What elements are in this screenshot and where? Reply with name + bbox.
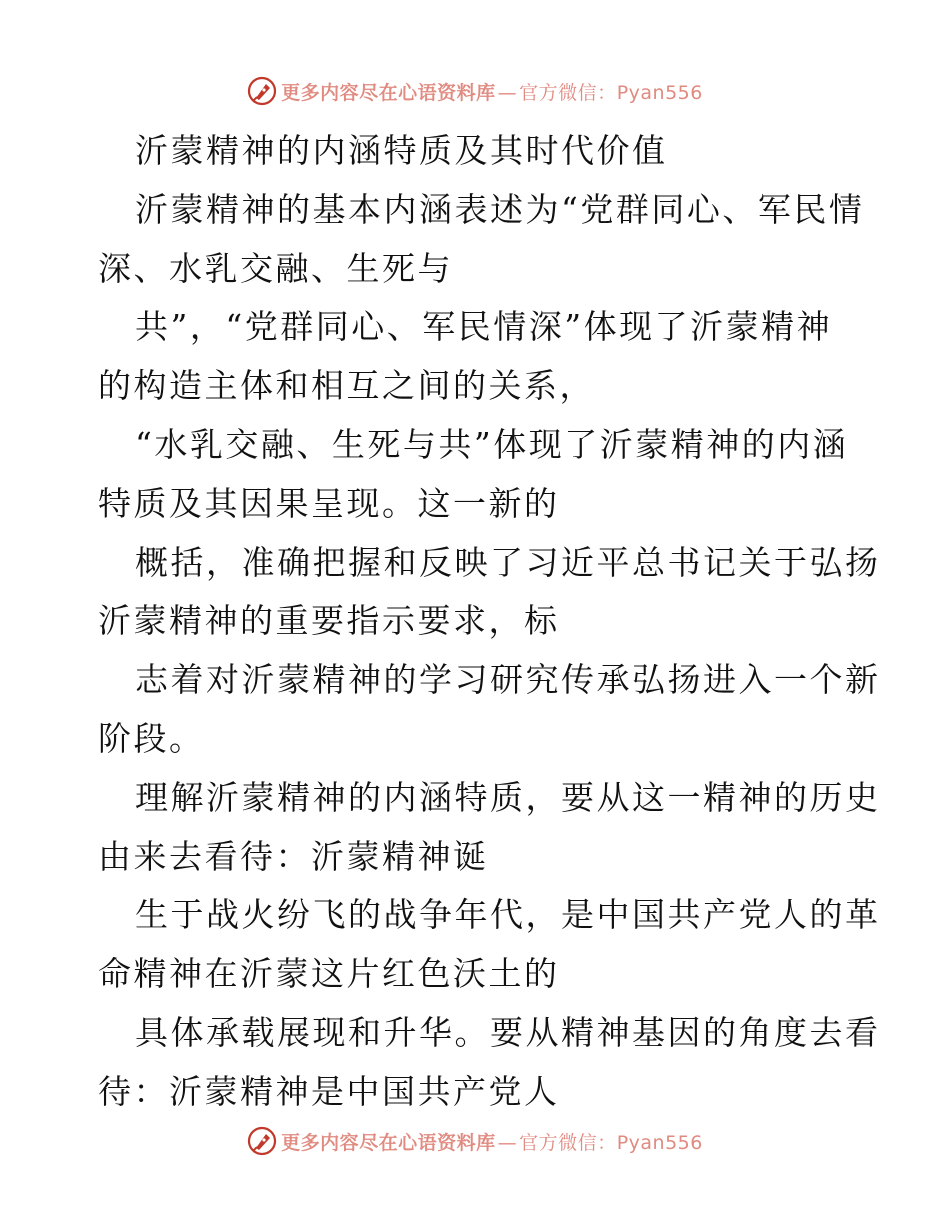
header-banner xyxy=(0,71,950,111)
footer-banner xyxy=(0,1121,950,1161)
banner-wechat-id: Pyan556 xyxy=(616,81,703,104)
banner-wechat-id: Pyan556 xyxy=(616,1131,703,1154)
banner-dash: — xyxy=(497,1131,518,1154)
text-line: 由来去看待：沂蒙精神诞 xyxy=(98,836,489,876)
text-line: 概括，准确把握和反映了习近平总书记关于弘扬 xyxy=(135,542,881,582)
text-line: 待：沂蒙精神是中国共产党人 xyxy=(98,1071,560,1111)
text-line: 深、水乳交融、生死与 xyxy=(98,248,453,288)
document-body xyxy=(98,122,881,1122)
text-line: “水乳交融、生死与共”体现了沂蒙精神的内涵 xyxy=(135,424,849,464)
document-title: 沂蒙精神的内涵特质及其时代价值 xyxy=(135,131,668,170)
banner-main-text: 更多内容尽在心语资料库 xyxy=(281,81,496,104)
text-line: 沂蒙精神的基本内涵表述为“党群同心、军民情 xyxy=(135,189,865,229)
banner-text xyxy=(281,78,703,105)
banner-main-text: 更多内容尽在心语资料库 xyxy=(281,1131,496,1154)
text-line: 命精神在沂蒙这片红色沃土的 xyxy=(98,954,560,994)
pen-nib-logo-icon xyxy=(247,76,277,106)
text-line: 共”，“党群同心、军民情深”体现了沂蒙精神 xyxy=(135,307,833,347)
banner-dash: — xyxy=(497,81,518,104)
banner-wechat-label: 官方微信： xyxy=(519,81,617,104)
banner-wechat-label: 官方微信： xyxy=(519,1131,617,1154)
text-line: 的构造主体和相互之间的关系， xyxy=(98,366,595,406)
text-line: 特质及其因果呈现。这一新的 xyxy=(98,483,560,523)
text-line: 沂蒙精神的重要指示要求，标 xyxy=(98,601,560,641)
banner-text xyxy=(281,1128,703,1155)
text-line: 具体承载展现和升华。要从精神基因的角度去看 xyxy=(135,1012,881,1052)
text-line: 志着对沂蒙精神的学习研究传承弘扬进入一个新 xyxy=(135,660,881,700)
text-line: 生于战火纷飞的战争年代，是中国共产党人的革 xyxy=(135,895,881,935)
text-line: 阶段。 xyxy=(98,718,205,758)
text-line: 理解沂蒙精神的内涵特质，要从这一精神的历史 xyxy=(135,777,881,817)
pen-nib-logo-icon xyxy=(247,1126,277,1156)
